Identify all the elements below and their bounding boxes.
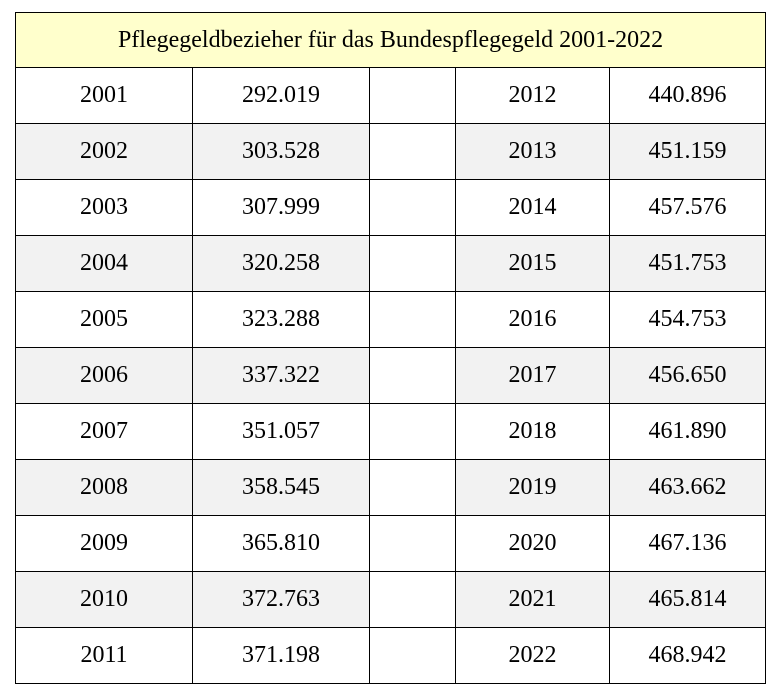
year-cell-left: 2002 <box>16 124 193 180</box>
value-cell-left: 303.528 <box>193 124 370 180</box>
spacer-cell <box>370 460 456 516</box>
value-cell-left: 372.763 <box>193 572 370 628</box>
year-cell-right: 2015 <box>456 236 610 292</box>
spacer-cell <box>370 180 456 236</box>
year-cell-left: 2011 <box>16 628 193 684</box>
spacer-cell <box>370 572 456 628</box>
value-cell-right: 451.159 <box>610 124 766 180</box>
year-cell-right: 2013 <box>456 124 610 180</box>
table-row <box>16 404 766 460</box>
spacer-cell <box>370 292 456 348</box>
value-cell-left: 323.288 <box>193 292 370 348</box>
pflegegeld-table <box>15 12 766 684</box>
year-cell-right: 2021 <box>456 572 610 628</box>
table-row <box>16 348 766 404</box>
table-row <box>16 572 766 628</box>
table-row <box>16 180 766 236</box>
data-table-container <box>15 12 765 684</box>
value-cell-left: 358.545 <box>193 460 370 516</box>
value-cell-right: 456.650 <box>610 348 766 404</box>
year-cell-left: 2003 <box>16 180 193 236</box>
value-cell-right: 467.136 <box>610 516 766 572</box>
value-cell-right: 454.753 <box>610 292 766 348</box>
year-cell-left: 2010 <box>16 572 193 628</box>
year-cell-right: 2016 <box>456 292 610 348</box>
value-cell-left: 365.810 <box>193 516 370 572</box>
table-row <box>16 236 766 292</box>
year-cell-left: 2007 <box>16 404 193 460</box>
year-cell-left: 2001 <box>16 68 193 124</box>
year-cell-right: 2018 <box>456 404 610 460</box>
value-cell-right: 468.942 <box>610 628 766 684</box>
value-cell-right: 465.814 <box>610 572 766 628</box>
table-row <box>16 124 766 180</box>
year-cell-right: 2014 <box>456 180 610 236</box>
year-cell-right: 2012 <box>456 68 610 124</box>
year-cell-right: 2022 <box>456 628 610 684</box>
spacer-cell <box>370 348 456 404</box>
year-cell-left: 2004 <box>16 236 193 292</box>
spacer-cell <box>370 236 456 292</box>
value-cell-left: 351.057 <box>193 404 370 460</box>
table-row <box>16 516 766 572</box>
table-body <box>16 68 766 684</box>
value-cell-right: 440.896 <box>610 68 766 124</box>
year-cell-right: 2019 <box>456 460 610 516</box>
value-cell-left: 371.198 <box>193 628 370 684</box>
spacer-cell <box>370 516 456 572</box>
value-cell-right: 463.662 <box>610 460 766 516</box>
year-cell-left: 2006 <box>16 348 193 404</box>
spacer-cell <box>370 628 456 684</box>
table-title: Pflegegeldbezieher für das Bundespflegegeld 2001-2022 <box>16 13 766 68</box>
value-cell-right: 457.576 <box>610 180 766 236</box>
value-cell-left: 337.322 <box>193 348 370 404</box>
year-cell-left: 2005 <box>16 292 193 348</box>
value-cell-right: 461.890 <box>610 404 766 460</box>
spacer-cell <box>370 404 456 460</box>
value-cell-right: 451.753 <box>610 236 766 292</box>
year-cell-right: 2017 <box>456 348 610 404</box>
value-cell-left: 320.258 <box>193 236 370 292</box>
year-cell-right: 2020 <box>456 516 610 572</box>
value-cell-left: 307.999 <box>193 180 370 236</box>
table-row <box>16 68 766 124</box>
table-row <box>16 628 766 684</box>
table-row <box>16 292 766 348</box>
year-cell-left: 2008 <box>16 460 193 516</box>
value-cell-left: 292.019 <box>193 68 370 124</box>
spacer-cell <box>370 124 456 180</box>
year-cell-left: 2009 <box>16 516 193 572</box>
table-row <box>16 460 766 516</box>
spacer-cell <box>370 68 456 124</box>
